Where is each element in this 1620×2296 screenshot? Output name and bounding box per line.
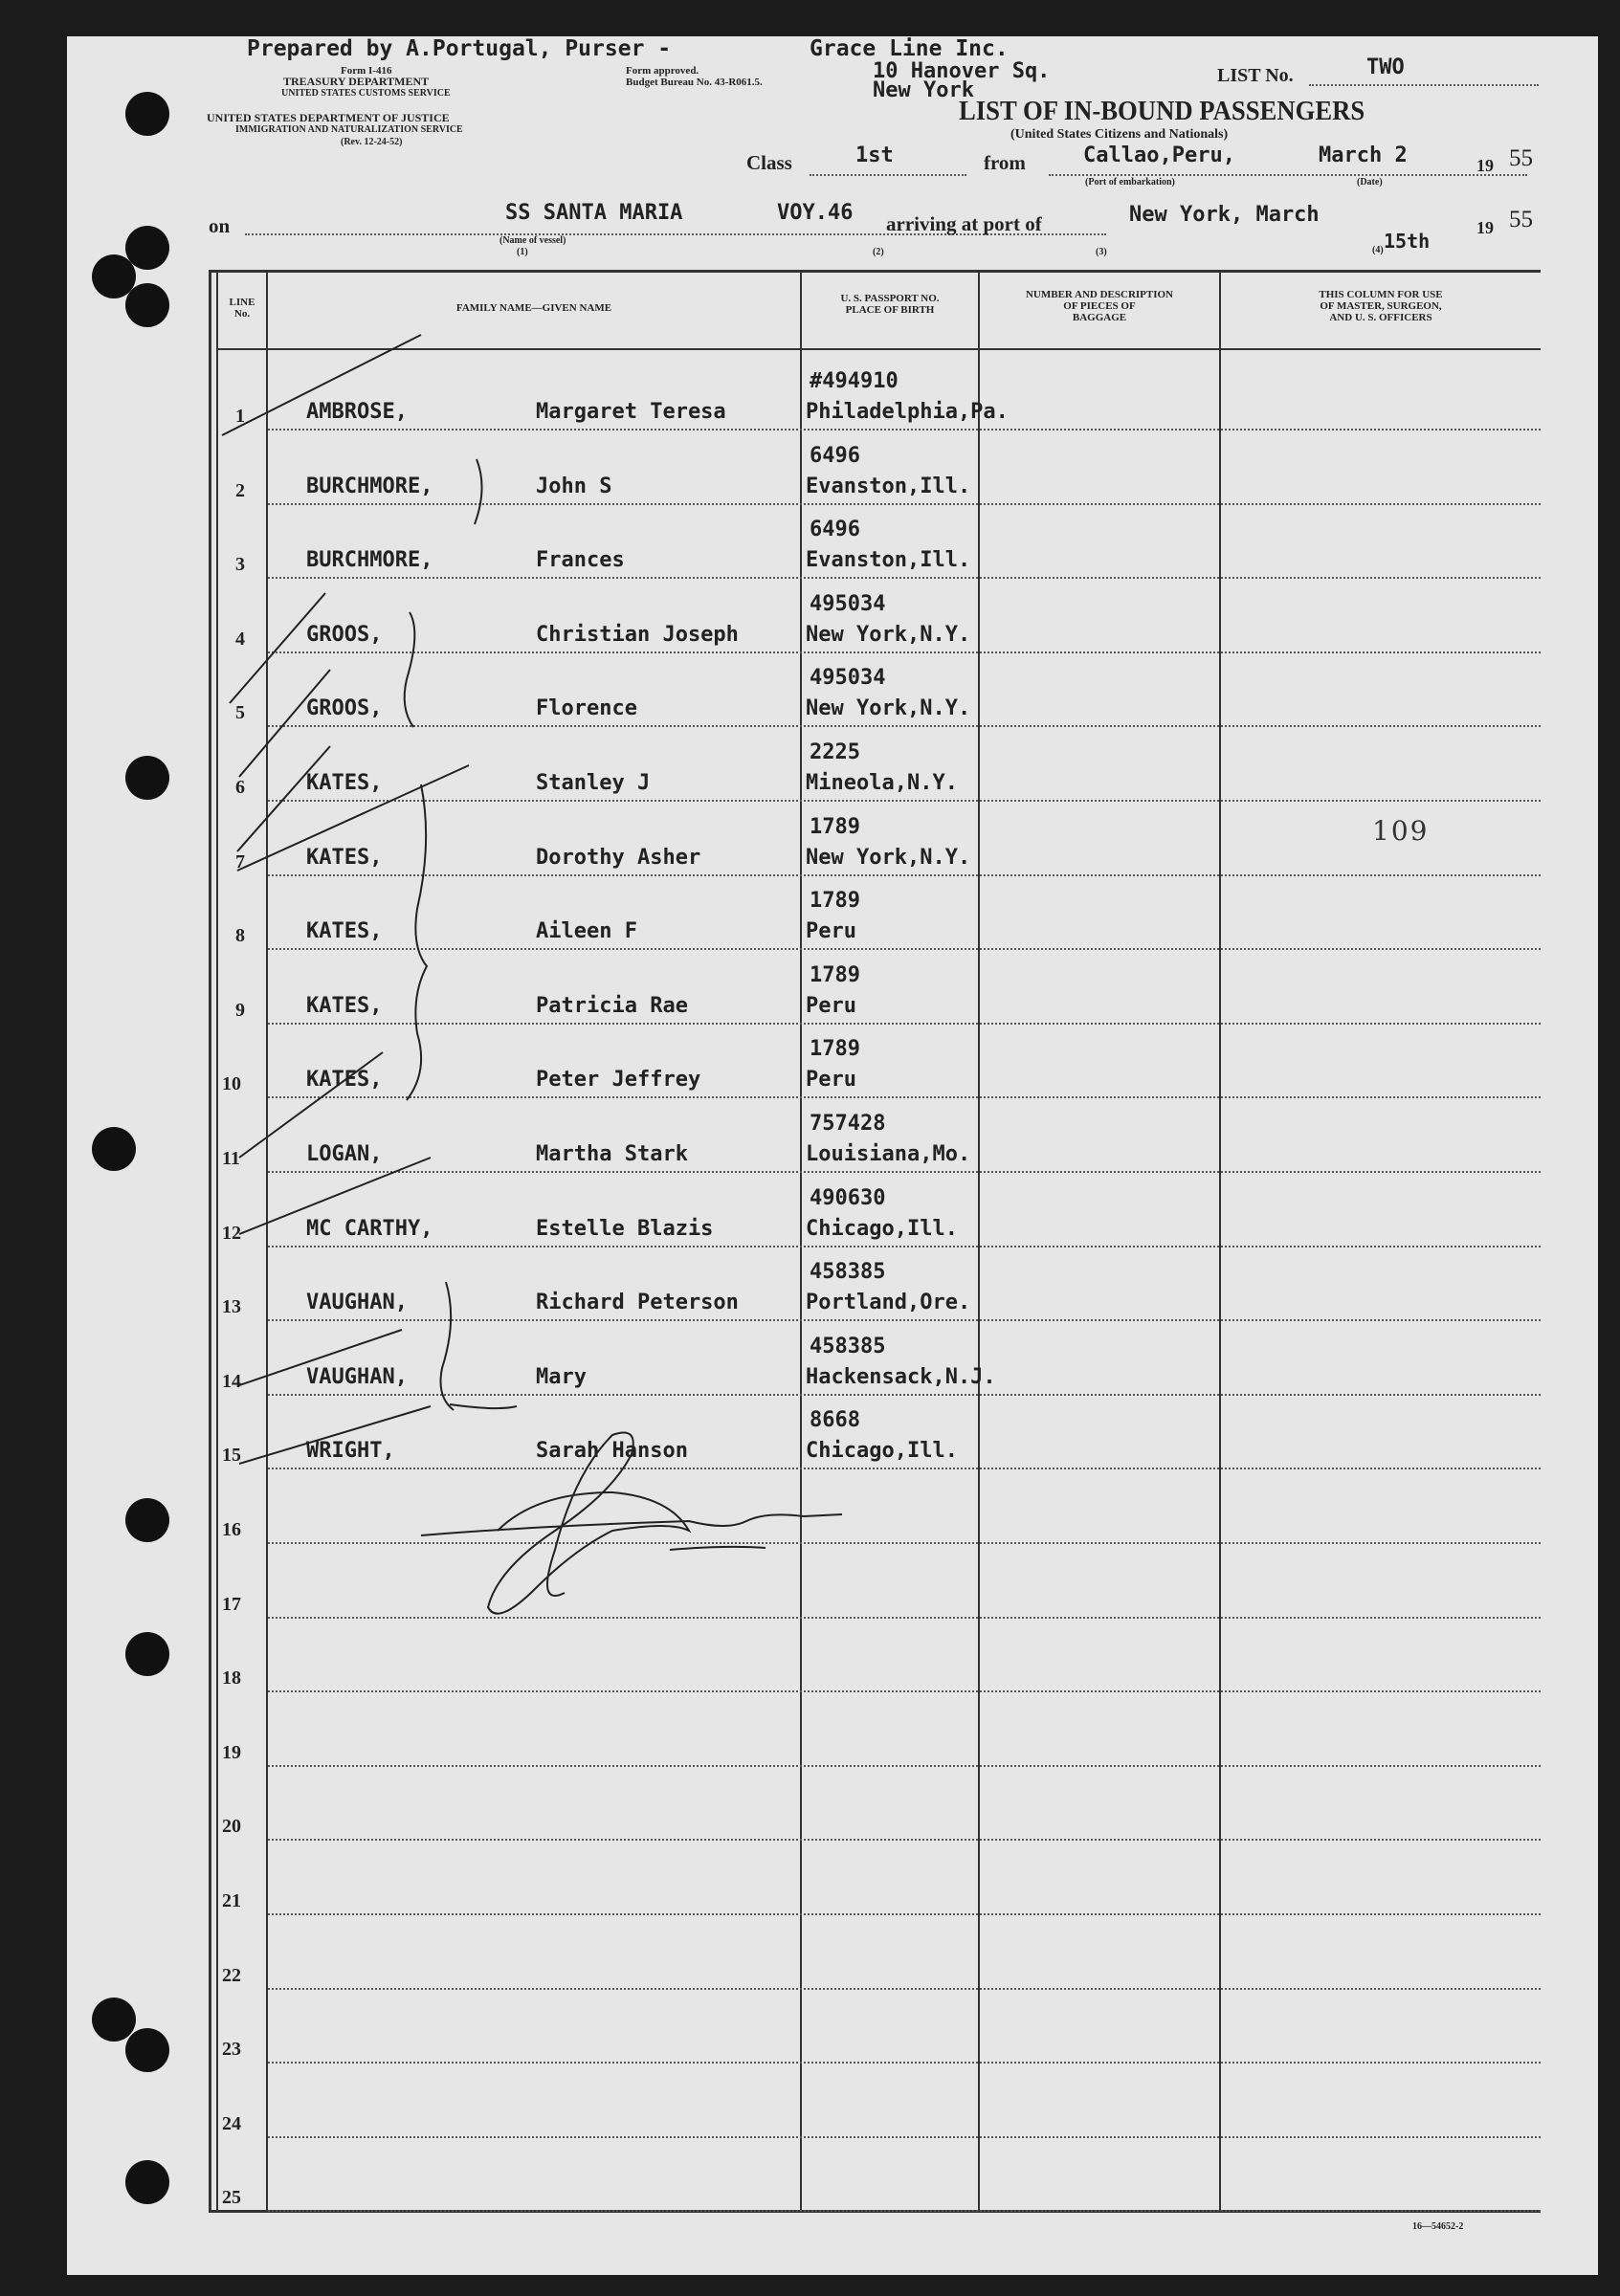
line-number: 14 xyxy=(222,1370,241,1392)
family-name: KATES, xyxy=(306,845,383,870)
embarkation-date: March 2 xyxy=(1319,144,1408,167)
place-of-birth: Louisiana,Mo. xyxy=(806,1142,971,1166)
port-of-embarkation: Callao,Peru, xyxy=(1083,144,1235,167)
column-header-line-no: LINE No. xyxy=(229,297,255,320)
passport-number: 6496 xyxy=(810,518,860,542)
given-name: Stanley J xyxy=(536,771,651,795)
place-of-birth: New York,N.Y. xyxy=(806,845,971,870)
class-value: 1st xyxy=(855,144,894,167)
vessel-caption: (Name of vessel) xyxy=(499,235,566,246)
company-address-2: New York xyxy=(873,78,974,102)
officer-annotation: 109 xyxy=(1372,815,1430,847)
preparer-line: Prepared by A.Portugal, Purser - xyxy=(247,36,672,61)
company-name: Grace Line Inc. xyxy=(810,36,1009,61)
list-number: TWO xyxy=(1366,55,1405,79)
place-of-birth: Peru xyxy=(806,1068,856,1093)
printer-code: 16—54652-2 xyxy=(1412,2221,1464,2232)
line-number: 2 xyxy=(235,479,245,501)
passport-number: 458385 xyxy=(810,1334,886,1358)
column-header-name: FAMILY NAME—GIVEN NAME xyxy=(455,302,612,314)
passport-number: 2225 xyxy=(810,740,860,764)
family-name: BURCHMORE, xyxy=(306,474,433,498)
given-name: Christian Joseph xyxy=(536,622,739,647)
place-of-birth: Portland,Ore. xyxy=(806,1291,971,1315)
budget-bureau: Budget Bureau No. 43-R061.5. xyxy=(626,77,763,88)
line-number: 10 xyxy=(222,1073,241,1095)
passport-number: 1789 xyxy=(810,814,860,839)
customs-service: UNITED STATES CUSTOMS SERVICE xyxy=(281,88,451,99)
family-name: KATES, xyxy=(306,1068,383,1093)
column-header-officers: THIS COLUMN FOR USE OF MASTER, SURGEON, AND U. S. OFFICERS xyxy=(1319,289,1443,323)
revision-date: (Rev. 12-24-52) xyxy=(341,137,403,147)
vessel-name: SS SANTA MARIA xyxy=(505,201,683,225)
arrival-year: 55 xyxy=(1509,207,1533,232)
line-number: 3 xyxy=(235,554,245,576)
line-number: 7 xyxy=(235,850,245,872)
family-name: KATES, xyxy=(306,993,383,1018)
voyage-number: VOY.46 xyxy=(777,201,854,225)
arrival-year-prefix: 19 xyxy=(1476,218,1494,237)
place-of-birth: Evanston,Ill. xyxy=(806,474,971,498)
line-number: 16 xyxy=(222,1519,241,1540)
treasury-dept: TREASURY DEPARTMENT xyxy=(283,75,430,88)
given-name: Estelle Blazis xyxy=(536,1216,714,1241)
place-of-birth: Peru xyxy=(806,993,856,1018)
place-of-birth: Chicago,Ill. xyxy=(806,1216,958,1241)
line-number: 11 xyxy=(222,1148,240,1169)
column-header-baggage: NUMBER AND DESCRIPTION OF PIECES OF BAGGAGE xyxy=(1025,289,1174,323)
arriving-label: arriving at port of xyxy=(886,212,1042,235)
form-approved: Form approved. xyxy=(626,65,699,77)
list-number-label: LIST No. xyxy=(1217,65,1294,86)
family-name: BURCHMORE, xyxy=(306,548,433,573)
line-number: 1 xyxy=(235,406,245,427)
passport-number: 1789 xyxy=(810,962,860,987)
given-name: Dorothy Asher xyxy=(536,845,701,870)
immigration-service: IMMIGRATION AND NATURALIZATION SERVICE xyxy=(235,124,463,135)
given-name: Richard Peterson xyxy=(536,1291,739,1315)
line-number: 13 xyxy=(222,1296,241,1318)
passport-number: 757428 xyxy=(810,1112,886,1136)
given-name: Aileen F xyxy=(536,919,637,944)
family-name: KATES, xyxy=(306,771,383,795)
place-of-birth: Mineola,N.Y. xyxy=(806,771,958,795)
line-number: 21 xyxy=(222,1890,241,1911)
form-number: Form I-416 xyxy=(341,65,392,77)
column-header-passport: U. S. PASSPORT NO. PLACE OF BIRTH xyxy=(840,293,940,316)
place-of-birth: Peru xyxy=(806,919,856,944)
company-address-1: 10 Hanover Sq. xyxy=(873,59,1051,83)
passport-number: 495034 xyxy=(810,591,886,616)
line-number: 12 xyxy=(222,1222,241,1244)
family-name: GROOS, xyxy=(306,696,383,721)
document-title: LIST OF IN-BOUND PASSENGERS xyxy=(959,96,1365,126)
family-name: LOGAN, xyxy=(306,1142,383,1166)
passport-number: 458385 xyxy=(810,1260,886,1285)
embark-year-prefix: 19 xyxy=(1476,156,1494,175)
passport-number: #494910 xyxy=(810,369,899,393)
line-number: 19 xyxy=(222,1741,241,1763)
arrival-caption-num: (3) xyxy=(1096,247,1107,257)
passport-number: 1789 xyxy=(810,889,860,914)
place-of-birth: New York,N.Y. xyxy=(806,696,971,721)
family-name: WRIGHT, xyxy=(306,1439,395,1464)
line-number: 6 xyxy=(235,777,245,798)
arrival-caption-num-4: (4) xyxy=(1372,245,1384,255)
place-of-birth: Evanston,Ill. xyxy=(806,548,971,573)
date-caption: (Date) xyxy=(1357,177,1383,188)
line-number: 5 xyxy=(235,702,245,724)
line-number: 15 xyxy=(222,1445,241,1467)
on-label: on xyxy=(209,214,231,237)
given-name: Frances xyxy=(536,548,625,573)
passport-number: 6496 xyxy=(810,443,860,468)
family-name: GROOS, xyxy=(306,622,383,647)
place-of-birth: New York,N.Y. xyxy=(806,622,971,647)
family-name: VAUGHAN, xyxy=(306,1291,408,1315)
line-number: 22 xyxy=(222,1964,241,1986)
vessel-caption-num: (1) xyxy=(517,247,528,257)
line-number: 4 xyxy=(235,628,245,650)
place-of-birth: Chicago,Ill. xyxy=(806,1439,958,1464)
voyage-caption-num: (2) xyxy=(873,247,884,257)
given-name: Margaret Teresa xyxy=(536,400,726,424)
class-label: Class xyxy=(746,151,792,174)
family-name: AMBROSE, xyxy=(306,400,408,424)
given-name: Florence xyxy=(536,696,637,721)
passport-number: 490630 xyxy=(810,1185,886,1210)
passport-number: 1789 xyxy=(810,1037,860,1062)
line-number: 8 xyxy=(235,925,245,947)
place-of-birth: Philadelphia,Pa. xyxy=(806,400,1009,424)
line-number: 17 xyxy=(222,1593,241,1615)
from-label: from xyxy=(984,151,1026,174)
line-number: 23 xyxy=(222,2039,241,2061)
justice-dept: UNITED STATES DEPARTMENT OF JUSTICE xyxy=(207,111,450,124)
embark-year: 55 xyxy=(1509,145,1533,171)
given-name: John S xyxy=(536,474,612,498)
family-name: VAUGHAN, xyxy=(306,1364,408,1389)
passport-number: 8668 xyxy=(810,1408,860,1433)
family-name: KATES, xyxy=(306,919,383,944)
line-number: 25 xyxy=(222,2187,241,2209)
port-of-embarkation-caption: (Port of embarkation) xyxy=(1085,177,1175,188)
given-name: Patricia Rae xyxy=(536,993,688,1018)
given-name: Sarah Hanson xyxy=(536,1439,688,1464)
family-name: MC CARTHY, xyxy=(306,1216,433,1241)
line-number: 9 xyxy=(235,999,245,1021)
document-subtitle: (United States Citizens and Nationals) xyxy=(1010,127,1229,142)
line-number: 24 xyxy=(222,2112,241,2134)
line-number: 18 xyxy=(222,1667,241,1689)
passport-number: 495034 xyxy=(810,666,886,691)
given-name: Martha Stark xyxy=(536,1142,688,1166)
arrival-port-date: New York, March xyxy=(1129,203,1320,227)
line-number: 20 xyxy=(222,1816,241,1838)
arrival-day: 15th xyxy=(1384,230,1431,253)
given-name: Mary xyxy=(536,1364,587,1389)
place-of-birth: Hackensack,N.J. xyxy=(806,1364,996,1389)
given-name: Peter Jeffrey xyxy=(536,1068,701,1093)
